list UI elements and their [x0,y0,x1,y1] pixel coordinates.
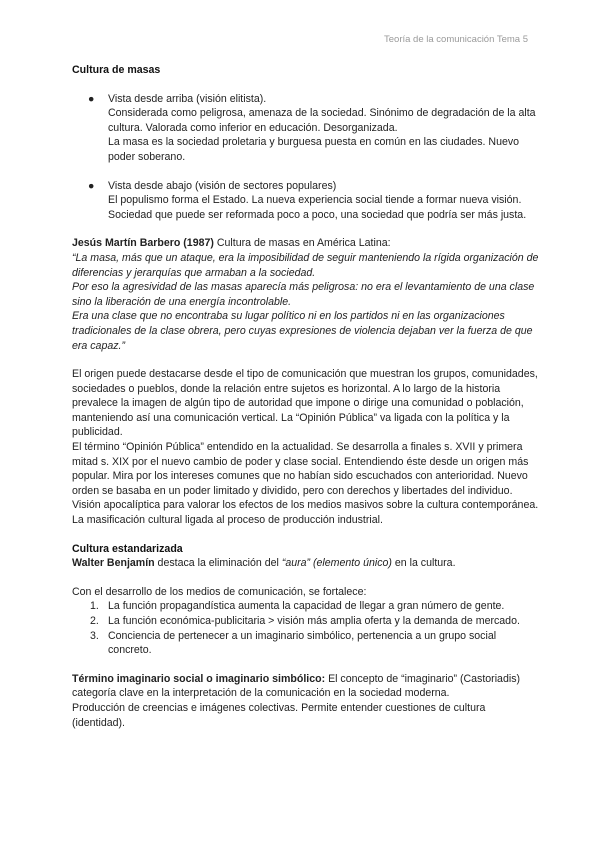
section-title-cultura-estandarizada: Cultura estandarizada [72,542,183,555]
benjamin-line [72,556,540,571]
barbero-author: Jesús Martín Barbero (1987) [72,237,214,250]
list-item [72,629,540,658]
bullet-dot-icon: ● [88,92,95,105]
medios-intro: Con el desarrollo de los medios de comunicación, se fortalece: [72,585,367,598]
benjamin-text-end: en la cultura. [391,557,456,570]
bullet-line: Vista desde arriba (visión elitista). [108,92,267,105]
barbero-work: Cultura de masas en América Latina: [213,237,391,250]
list-number: 3. [90,629,99,642]
benjamin-aura: “aura” (elemento único) [281,557,392,570]
list-number: 1. [90,600,99,613]
list-item [72,614,540,629]
list-text: Conciencia de pertenecer a un imaginario simbólico, pertenencia a un grupo social concreto. [108,629,497,657]
origin-paragraph: El origen puede destacarse desde el tipo de comunicación que muestran los grupos, comunidades, sociedades o pueblos, donde la relación entre sujetos es horizontal. A lo largo de la historia prevalece la imagen de algún tipo de autoridad que impone o dirige una comunidad o población, manteniendo así una comunicación vertical. La “Opinión Pública” va ligada con la política y la publicidad. [72,368,538,439]
barbero-heading [72,236,540,251]
bullet-line: Considerada como peligrosa, amenaza de la sociedad. Sinónimo de degradación de la alta cultura. Valorada como inferior en educación. Desorganizada. [108,107,536,134]
benjamin-author: Walter Benjamín [72,557,155,570]
imaginario-term: Término imaginario social o imaginario simbólico: [72,672,326,685]
bullet-line: Vista desde abajo (visión de sectores populares) [108,179,337,192]
origin-paragraph: El término “Opinión Pública” entendido en la actualidad. Se desarrolla a finales s. XVII y primera mitad s. XIX por el nuevo cambio de poder y clase social. Entendiendo éste desde un origen más popular. Mira por los intereses comunes que no habían sido escuchados con anterioridad. Nuevo orden se basaba en un poder limitado y dividido, pero con derechos y libertades del individuo. [72,441,529,497]
cultura-de-masas-bullets [72,92,540,223]
bullet-line: El populismo forma el Estado. La nueva experiencia social tiende a formar nueva visión. [108,194,522,207]
list-number: 2. [90,615,99,627]
imaginario-extra: Producción de creencias e imágenes colectivas. Permite entender cuestiones de cultura (identidad). [72,701,486,729]
imaginario-definition [72,672,540,701]
bullet-vista-desde-arriba [72,92,540,165]
list-text: La función propagandística aumenta la capacidad de llegar a gran número de gente. [108,600,505,613]
barbero-quote: Era una clase que no encontraba su lugar político ni en los partidos ni en las organizaciones tradicionales de la clase obrera, pero cuyas expresiones de violencia dejaban ver la fuerza de que era capaz.” [72,310,533,352]
benjamin-text: destaca la eliminación del [154,557,282,570]
bullet-line: La masa es la sociedad proletaria y burguesa puesta en común en las ciudades. Nuevo poder soberano. [108,136,520,163]
bullet-line: Sociedad que puede ser reformada poco a poco, una sociedad que podría ser más justa. [108,208,527,221]
bullet-vista-desde-abajo [72,179,540,223]
section-title-cultura-de-masas: Cultura de masas [72,64,161,76]
barbero-quote: Por eso la agresividad de las masas aparecía más peligrosa: no era el levantamiento de una clase sino la liberación de una energía incontrolable. [72,281,535,308]
document-body [72,63,540,730]
list-item [72,599,540,614]
barbero-quote: “La masa, más que un ataque, era la imposibilidad de seguir manteniendo la rígida organización de diferencias y jerarquías que armaban a la sociedad. [72,251,539,279]
page-header: Teoría de la comunicación Tema 5 [384,34,528,45]
imaginario-text: El concepto de “imaginario” (Castoriadis) categoría clave en la interpretación de la comunicación en la sociedad moderna. [72,672,521,700]
medios-numbered-list [72,599,540,657]
origin-paragraph: Visión apocalíptica para valorar los efectos de los medios masivos sobre la cultura contemporánea. La masificación cultural ligada al proceso de producción industrial. [72,499,539,527]
list-text: La función económica-publicitaria > visión más amplia oferta y la demanda de mercado. [108,615,520,627]
bullet-dot-icon: ● [88,179,95,192]
